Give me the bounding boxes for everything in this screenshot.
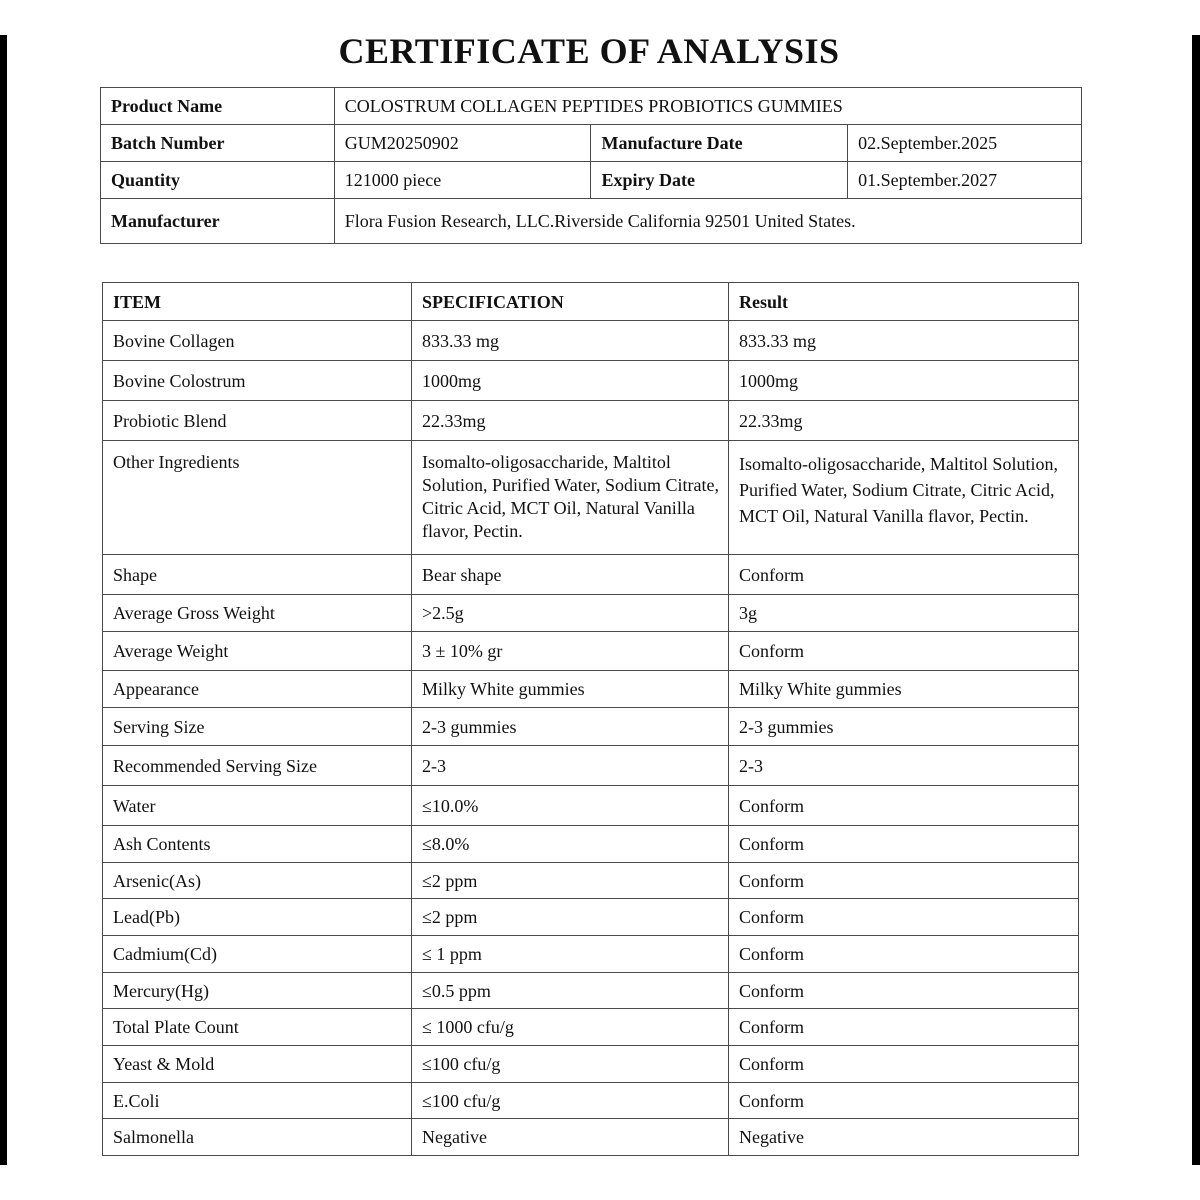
row-item: Arsenic(As) bbox=[103, 863, 412, 899]
row-spec: Milky White gummies bbox=[412, 671, 729, 708]
row-item: Bovine Colostrum bbox=[103, 361, 412, 401]
row-item: Salmonella bbox=[103, 1119, 412, 1156]
row-result: Conform bbox=[729, 863, 1079, 899]
table-row bbox=[103, 1119, 1079, 1156]
row-spec: Bear shape bbox=[412, 555, 729, 595]
right-edge-bar bbox=[1192, 35, 1200, 1165]
table-row bbox=[103, 746, 1079, 786]
table-row bbox=[103, 671, 1079, 708]
row-item: Ash Contents bbox=[103, 826, 412, 863]
quantity-value: 121000 piece bbox=[334, 162, 591, 199]
row-spec: >2.5g bbox=[412, 595, 729, 632]
product-name-label: Product Name bbox=[101, 88, 335, 125]
row-item: Average Gross Weight bbox=[103, 595, 412, 632]
table-row bbox=[103, 863, 1079, 899]
table-row bbox=[103, 401, 1079, 441]
manufacture-date-label: Manufacture Date bbox=[591, 125, 848, 162]
product-name-row bbox=[101, 88, 1082, 125]
row-result: Conform bbox=[729, 936, 1079, 973]
row-spec: ≤ 1000 cfu/g bbox=[412, 1009, 729, 1046]
row-result: 3g bbox=[729, 595, 1079, 632]
row-result: Conform bbox=[729, 973, 1079, 1009]
row-result: Conform bbox=[729, 899, 1079, 936]
header-result: Result bbox=[729, 283, 1079, 321]
table-row bbox=[103, 708, 1079, 746]
row-result: 22.33mg bbox=[729, 401, 1079, 441]
expiry-date-label: Expiry Date bbox=[591, 162, 848, 199]
batch-number-label: Batch Number bbox=[101, 125, 335, 162]
row-result: Conform bbox=[729, 555, 1079, 595]
row-item: Yeast & Mold bbox=[103, 1046, 412, 1083]
row-spec: ≤8.0% bbox=[412, 826, 729, 863]
row-item: Serving Size bbox=[103, 708, 412, 746]
row-result: Conform bbox=[729, 1009, 1079, 1046]
row-spec: Negative bbox=[412, 1119, 729, 1156]
row-result: 1000mg bbox=[729, 361, 1079, 401]
analysis-results-table bbox=[102, 282, 1079, 1156]
row-result: Isomalto-oligosaccharide, Maltitol Solution, Purified Water, Sodium Citrate, Citric Acid, MCT Oil, Natural Vanilla flavor, Pectin. bbox=[729, 441, 1079, 555]
row-item: Total Plate Count bbox=[103, 1009, 412, 1046]
table-row bbox=[103, 899, 1079, 936]
row-result: Conform bbox=[729, 1046, 1079, 1083]
row-item: Other Ingredients bbox=[103, 441, 412, 555]
manufacturer-value: Flora Fusion Research, LLC.Riverside California 92501 United States. bbox=[334, 199, 1081, 244]
row-spec: ≤ 1 ppm bbox=[412, 936, 729, 973]
row-spec: 3 ± 10% gr bbox=[412, 632, 729, 671]
table-row bbox=[103, 826, 1079, 863]
row-result: Milky White gummies bbox=[729, 671, 1079, 708]
header-item: ITEM bbox=[103, 283, 412, 321]
row-item: Appearance bbox=[103, 671, 412, 708]
table-row bbox=[103, 595, 1079, 632]
document-title: CERTIFICATE OF ANALYSIS bbox=[338, 31, 840, 71]
table-row bbox=[103, 1083, 1079, 1119]
row-spec: ≤2 ppm bbox=[412, 863, 729, 899]
table-row bbox=[103, 1009, 1079, 1046]
row-spec: ≤100 cfu/g bbox=[412, 1083, 729, 1119]
row-item: Average Weight bbox=[103, 632, 412, 671]
table-row bbox=[103, 973, 1079, 1009]
row-result: Conform bbox=[729, 786, 1079, 826]
row-item: E.Coli bbox=[103, 1083, 412, 1119]
row-item: Cadmium(Cd) bbox=[103, 936, 412, 973]
results-header-row bbox=[103, 283, 1079, 321]
row-spec: 833.33 mg bbox=[412, 321, 729, 361]
row-item: Bovine Collagen bbox=[103, 321, 412, 361]
manufacturer-row bbox=[101, 199, 1082, 244]
batch-number-value: GUM20250902 bbox=[334, 125, 591, 162]
left-edge-bar bbox=[0, 35, 7, 1165]
row-spec: ≤10.0% bbox=[412, 786, 729, 826]
table-row bbox=[103, 1046, 1079, 1083]
row-spec: ≤2 ppm bbox=[412, 899, 729, 936]
product-info-table bbox=[100, 87, 1082, 244]
row-result: Conform bbox=[729, 1083, 1079, 1119]
row-spec: ≤100 cfu/g bbox=[412, 1046, 729, 1083]
batch-number-row bbox=[101, 125, 1082, 162]
table-row bbox=[103, 936, 1079, 973]
row-spec: ≤0.5 ppm bbox=[412, 973, 729, 1009]
row-item: Water bbox=[103, 786, 412, 826]
expiry-date-value: 01.September.2027 bbox=[848, 162, 1082, 199]
row-result: Negative bbox=[729, 1119, 1079, 1156]
row-item: Lead(Pb) bbox=[103, 899, 412, 936]
row-result: 2-3 bbox=[729, 746, 1079, 786]
table-row bbox=[103, 321, 1079, 361]
row-item: Shape bbox=[103, 555, 412, 595]
row-spec: 22.33mg bbox=[412, 401, 729, 441]
row-spec: Isomalto-oligosaccharide, Maltitol Solution, Purified Water, Sodium Citrate, Citric Acid, MCT Oil, Natural Vanilla flavor, Pectin. bbox=[412, 441, 729, 555]
row-result: Conform bbox=[729, 826, 1079, 863]
row-result: 2-3 gummies bbox=[729, 708, 1079, 746]
row-result: Conform bbox=[729, 632, 1079, 671]
table-row bbox=[103, 632, 1079, 671]
row-item: Recommended Serving Size bbox=[103, 746, 412, 786]
manufacturer-label: Manufacturer bbox=[101, 199, 335, 244]
header-specification: SPECIFICATION bbox=[412, 283, 729, 321]
product-name-value: COLOSTRUM COLLAGEN PEPTIDES PROBIOTICS GUMMIES bbox=[334, 88, 1081, 125]
row-spec: 2-3 gummies bbox=[412, 708, 729, 746]
row-item: Probiotic Blend bbox=[103, 401, 412, 441]
row-spec: 1000mg bbox=[412, 361, 729, 401]
quantity-row bbox=[101, 162, 1082, 199]
table-row bbox=[103, 555, 1079, 595]
row-item: Mercury(Hg) bbox=[103, 973, 412, 1009]
table-row bbox=[103, 786, 1079, 826]
table-row bbox=[103, 441, 1079, 555]
row-spec: 2-3 bbox=[412, 746, 729, 786]
row-result: 833.33 mg bbox=[729, 321, 1079, 361]
table-row bbox=[103, 361, 1079, 401]
quantity-label: Quantity bbox=[101, 162, 335, 199]
manufacture-date-value: 02.September.2025 bbox=[848, 125, 1082, 162]
